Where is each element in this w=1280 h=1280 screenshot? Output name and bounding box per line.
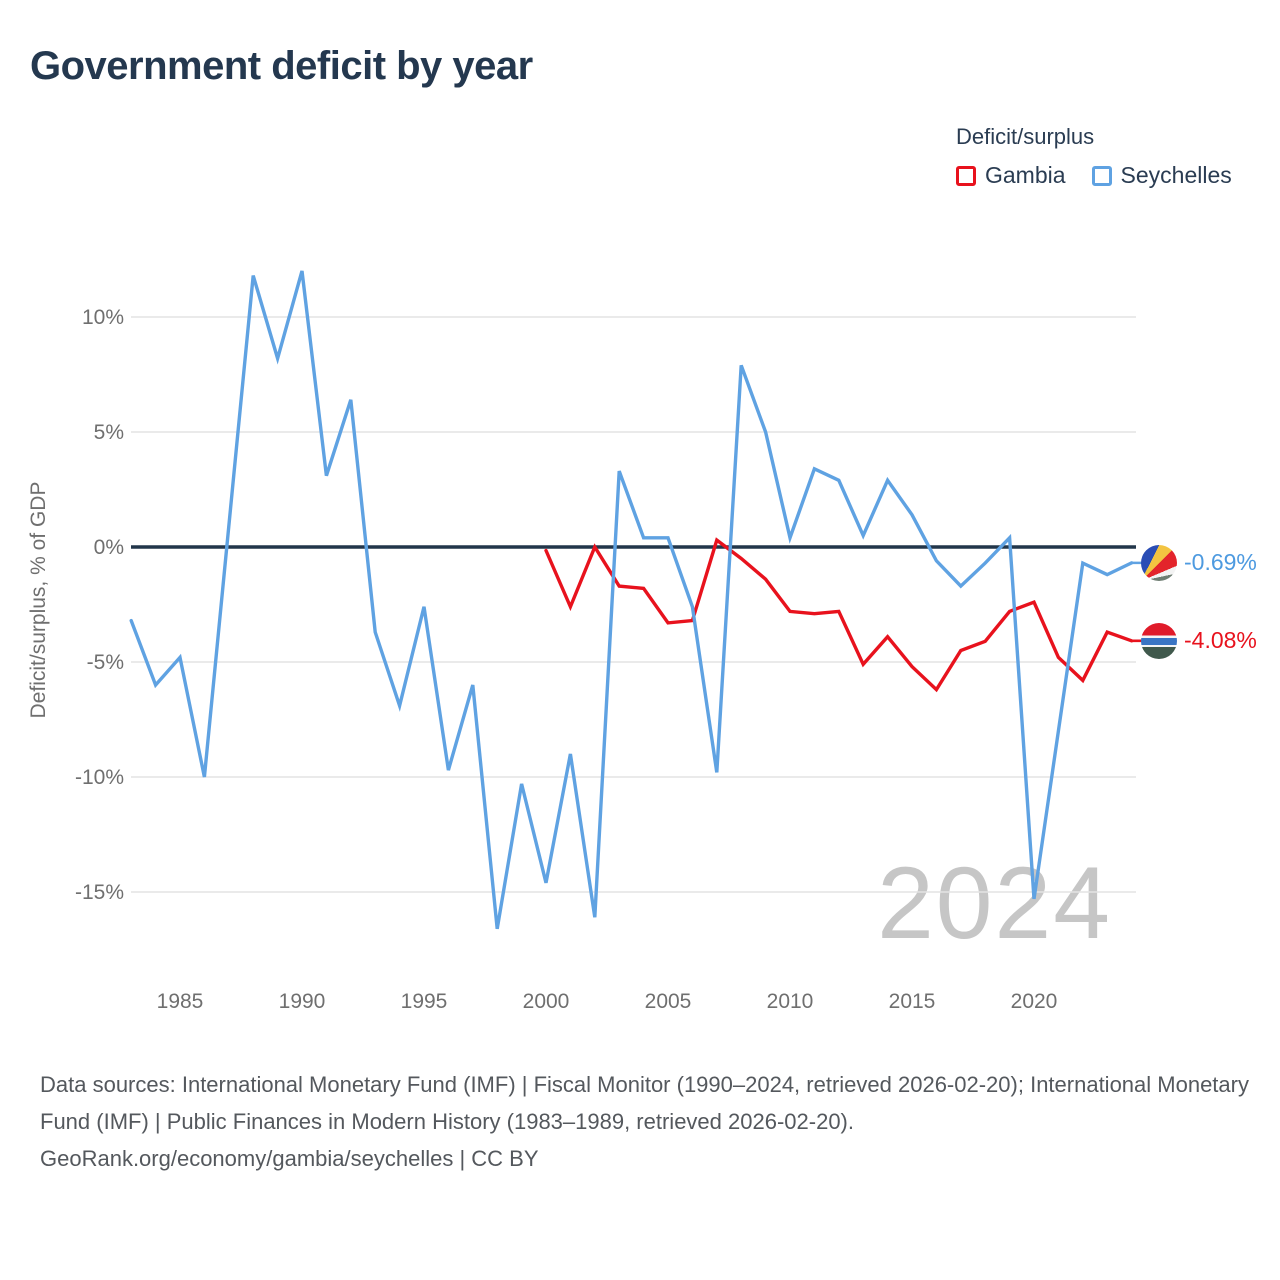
seychelles-end-value: -0.69%	[1184, 549, 1257, 576]
y-tick-label: -15%	[74, 881, 124, 904]
y-tick-label: -10%	[74, 766, 124, 789]
page-title: Government deficit by year	[30, 44, 533, 88]
gambia-end-label	[1141, 623, 1257, 659]
y-tick-label: 5%	[93, 421, 124, 444]
legend-label-gambia: Gambia	[985, 162, 1066, 188]
x-tick-label: 1990	[278, 990, 326, 1013]
footer	[40, 1066, 1252, 1177]
x-tick-label: 2005	[644, 990, 692, 1013]
x-tick-label: 2015	[888, 990, 936, 1013]
legend-label-seychelles: Seychelles	[1120, 162, 1232, 188]
year-watermark: 2024	[877, 846, 1112, 960]
gambia-flag-icon	[1141, 623, 1177, 659]
gambia-line	[546, 540, 1132, 690]
seychelles-line	[131, 271, 1131, 929]
gambia-end-value: -4.08%	[1184, 627, 1257, 654]
y-tick-label: 0%	[93, 536, 124, 559]
seychelles-end-label	[1141, 545, 1257, 581]
attribution-text: GeoRank.org/economy/gambia/seychelles | CC BY	[40, 1146, 539, 1171]
seychelles-flag-icon	[1141, 545, 1177, 581]
x-tick-label: 2020	[1010, 990, 1058, 1013]
x-tick-label: 1995	[400, 990, 448, 1013]
x-tick-label: 2010	[766, 990, 814, 1013]
x-tick-label: 1985	[156, 990, 204, 1013]
data-sources-text: Data sources: International Monetary Fund (IMF) | Fiscal Monitor (1990–2024, retrieved 2026-02-20); International Monetary Fund (IMF) | Public Finances in Modern History (1983–1989, retrieved 2026-02-20).	[40, 1072, 1249, 1134]
legend-title: Deficit/surplus	[956, 124, 1095, 149]
y-axis-title: Deficit/surplus, % of GDP	[27, 481, 50, 719]
y-tick-label: 10%	[81, 306, 124, 329]
x-tick-label: 2000	[522, 990, 570, 1013]
y-tick-label: -5%	[86, 651, 124, 674]
